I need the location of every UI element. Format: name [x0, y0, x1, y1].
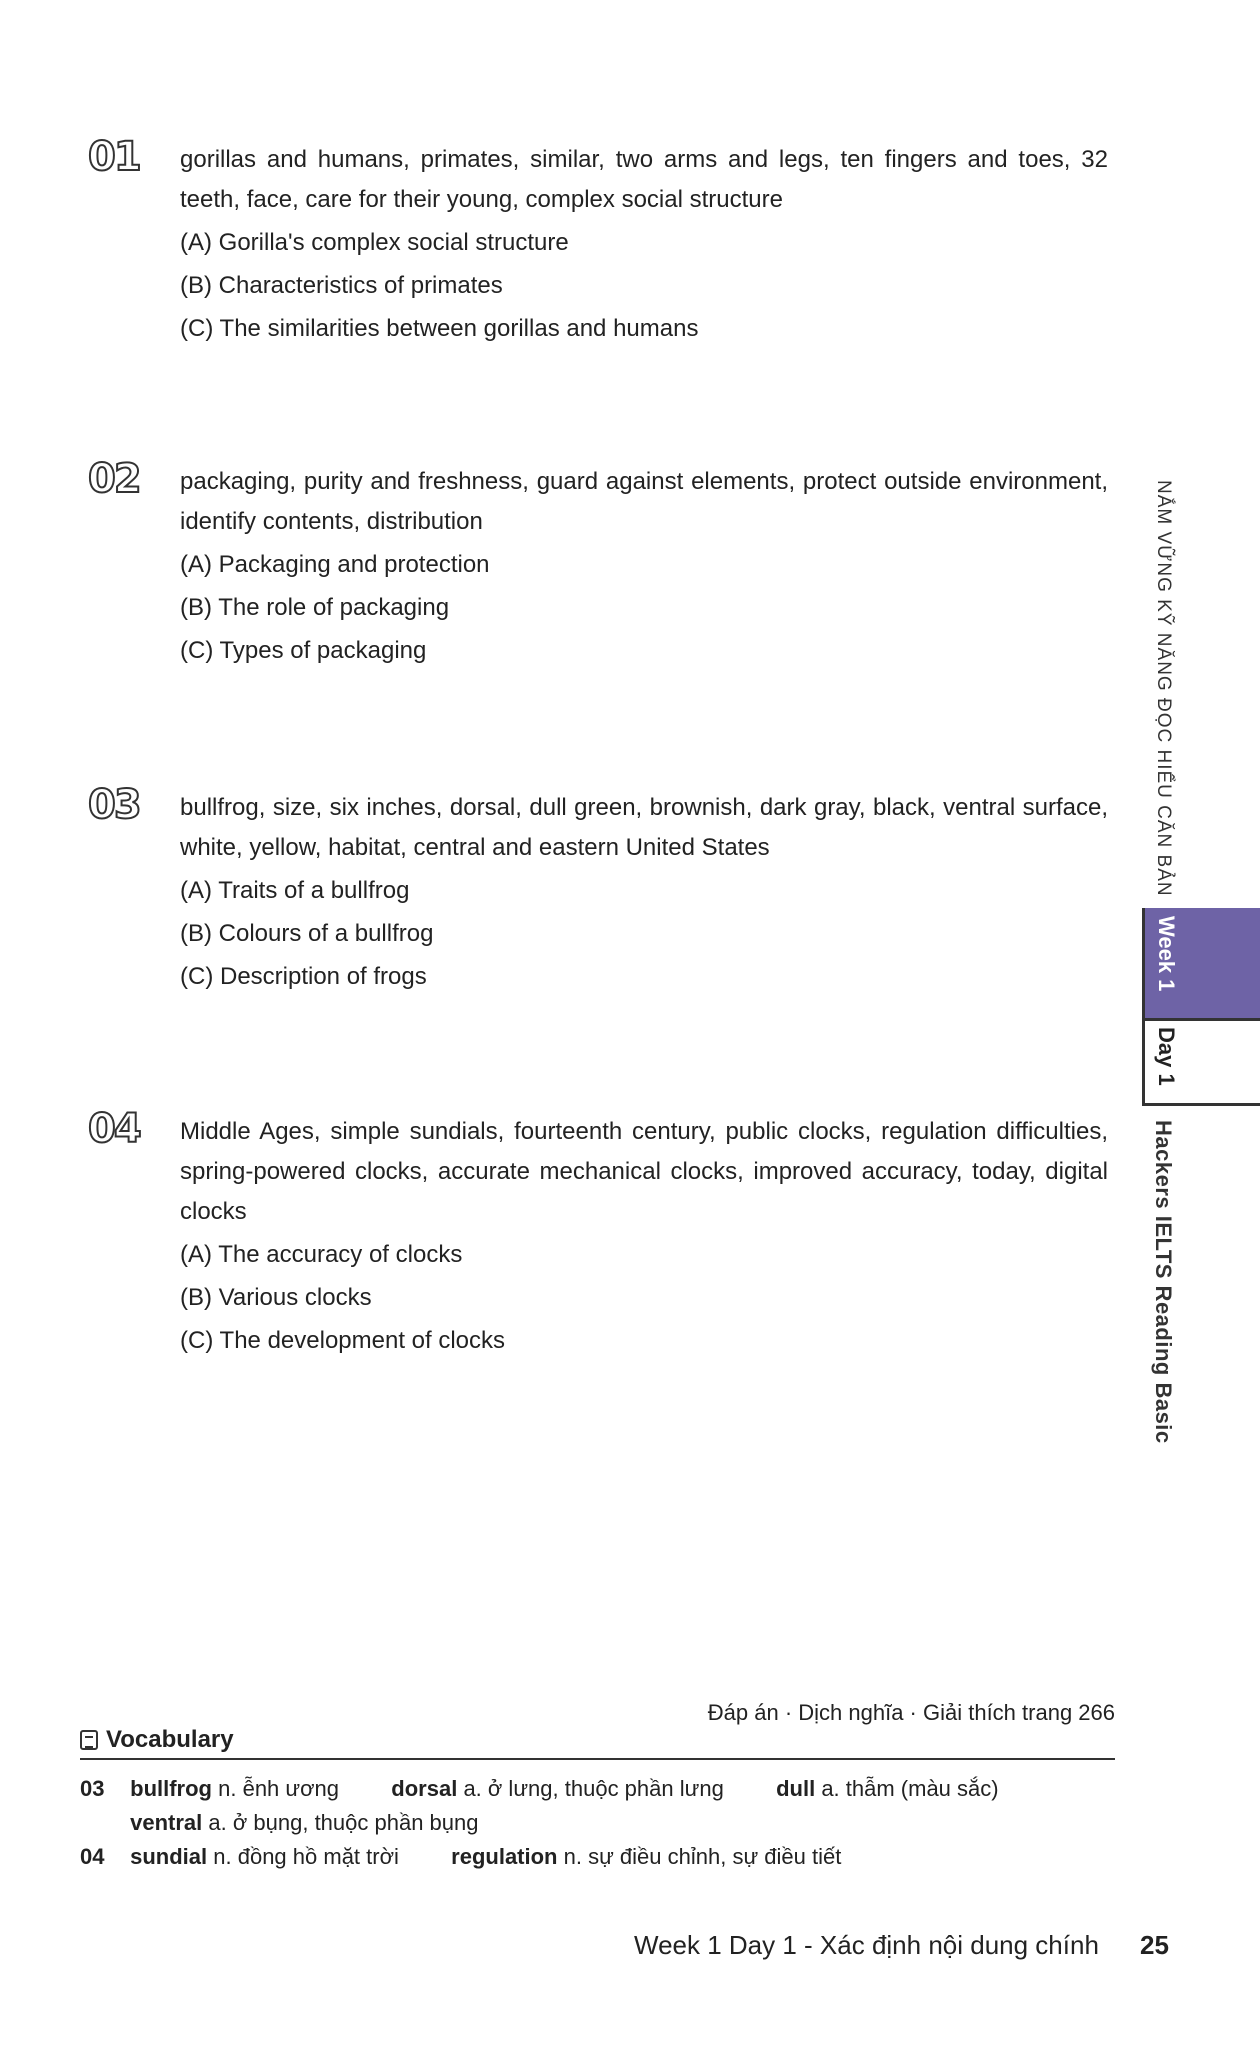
- option-a: (A) Packaging and protection: [180, 551, 490, 578]
- option-a: (A) Gorilla's complex social structure: [180, 229, 569, 256]
- option-a: (A) Traits of a bullfrog: [180, 877, 410, 904]
- option-c: (C) Description of frogs: [180, 963, 427, 990]
- vocab-line: [80, 1840, 999, 1874]
- answer-reference: Đáp án · Dịch nghĩa · Giải thích trang 266: [707, 1700, 1115, 1725]
- section-title: NẮM VỮNG KỸ NĂNG ĐỌC HIỂU CĂN BẢN: [1153, 480, 1174, 897]
- question-body: [180, 788, 1108, 997]
- vocab-definition: a. ở bụng, thuộc phần bụng: [208, 1810, 479, 1835]
- vocab-line: [80, 1806, 999, 1840]
- vocabulary-list: [80, 1772, 999, 1874]
- week-tab: [1142, 908, 1260, 1018]
- chapter-footer: Week 1 Day 1 - Xác định nội dung chính: [634, 1930, 1099, 1960]
- vocabulary-header: [80, 1724, 1115, 1760]
- day-label: Day 1: [1154, 1027, 1179, 1086]
- vocab-word: dorsal: [391, 1776, 458, 1801]
- vocab-question-number: 04: [80, 1844, 105, 1869]
- keywords: bullfrog, size, six inches, dorsal, dull green, brownish, dark gray, black, ventral surface, white, yellow, habitat, central and eastern United States: [180, 794, 1108, 861]
- week-label: Week 1: [1154, 916, 1179, 992]
- vocab-question-number: 03: [80, 1776, 105, 1801]
- option-c: (C) The development of clocks: [180, 1327, 506, 1354]
- question-body: [180, 1112, 1108, 1361]
- vocab-word: ventral: [130, 1810, 203, 1835]
- question-number: 02: [88, 456, 140, 502]
- vocab-word: regulation: [451, 1844, 558, 1869]
- chapter-sidebar: [1138, 470, 1260, 1444]
- vocabulary-title: Vocabulary: [106, 1726, 234, 1753]
- question-body: [180, 462, 1108, 671]
- question-body: [180, 140, 1108, 349]
- page-number: 25: [1140, 1930, 1169, 1960]
- option-b: (B) Colours of a bullfrog: [180, 920, 434, 947]
- notebook-icon: [80, 1730, 98, 1750]
- option-c: (C) The similarities between gorillas and humans: [180, 315, 699, 342]
- vocab-definition: a. thẫm (màu sắc): [821, 1776, 999, 1801]
- keywords: gorillas and humans, primates, similar, two arms and legs, ten fingers and toes, 32 teeth, face, care for their young, complex social structure: [180, 146, 1108, 213]
- question-number: 04: [88, 1106, 140, 1152]
- vocab-word: sundial: [130, 1844, 208, 1869]
- vocab-definition: a. ở lưng, thuộc phần lưng: [463, 1776, 724, 1801]
- vocab-word: dull: [776, 1776, 816, 1801]
- vocab-word: bullfrog: [130, 1776, 212, 1801]
- question-number: 03: [88, 782, 140, 828]
- option-b: (B) The role of packaging: [180, 594, 450, 621]
- book-title: Hackers IELTS Reading Basic: [1151, 1120, 1176, 1444]
- option-b: (B) Various clocks: [180, 1284, 372, 1311]
- vocab-definition: n. sự điều chỉnh, sự điều tiết: [563, 1844, 842, 1869]
- vocab-definition: n. đồng hồ mặt trời: [213, 1844, 399, 1869]
- vocab-definition: n. ễnh ương: [218, 1776, 340, 1801]
- keywords: Middle Ages, simple sundials, fourteenth century, public clocks, regulation difficulties, spring-powered clocks, accurate mechanical clocks, improved accuracy, today, digital clocks: [180, 1118, 1108, 1225]
- vocabulary-heading: [80, 1726, 234, 1754]
- vocab-line: [80, 1772, 999, 1806]
- question-number: 01: [88, 134, 140, 180]
- day-tab: [1142, 1018, 1260, 1106]
- keywords: packaging, purity and freshness, guard against elements, protect outside environment, identify contents, distribution: [180, 468, 1108, 535]
- option-c: (C) Types of packaging: [180, 637, 427, 664]
- option-b: (B) Characteristics of primates: [180, 272, 503, 299]
- option-a: (A) The accuracy of clocks: [180, 1241, 463, 1268]
